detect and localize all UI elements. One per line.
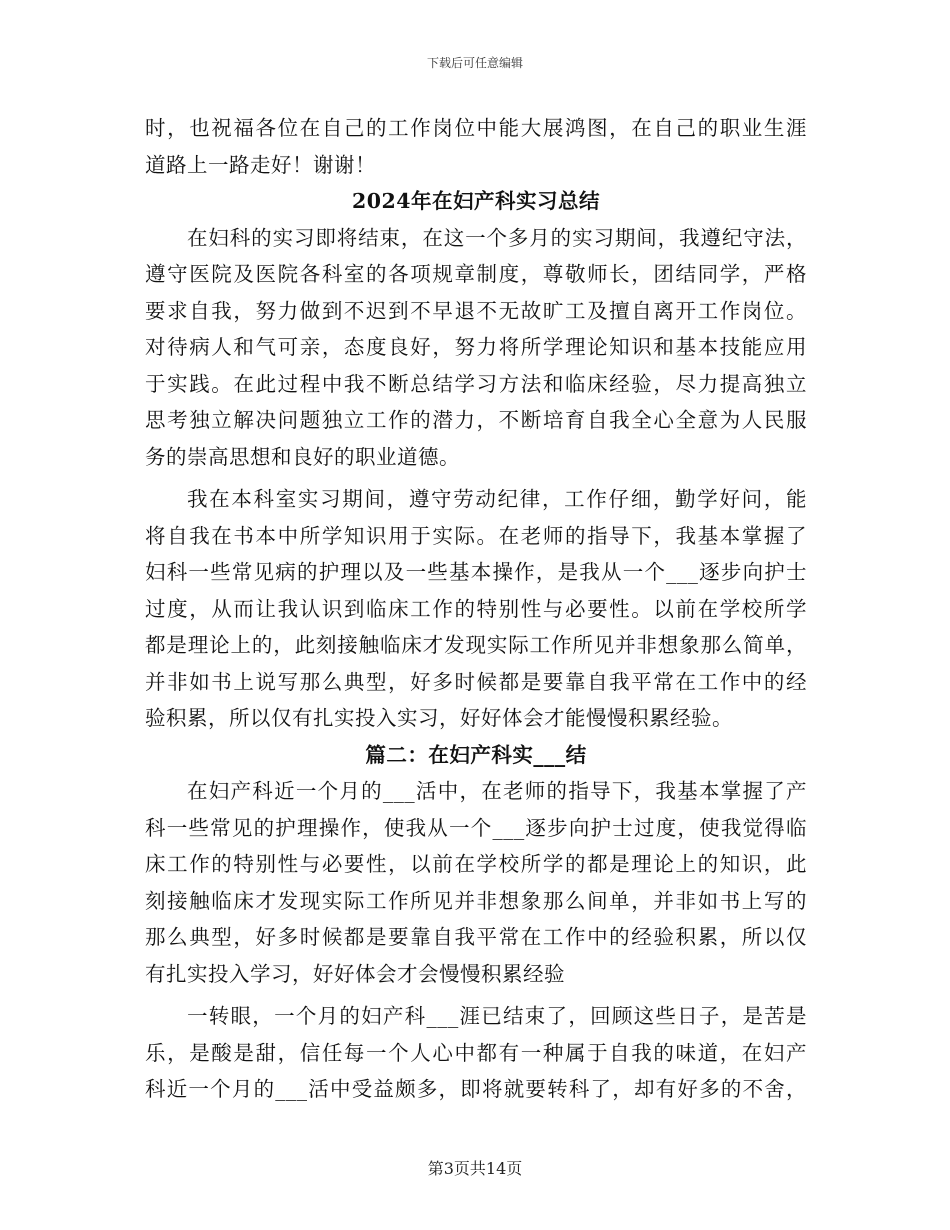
text-line: 科近一个月的___活中受益颇多，即将就要转科了，却有好多的不舍，	[145, 1077, 807, 1101]
text-line: 并非如书上说写那么典型，好多时候都是要靠自我平常在工作中的经	[145, 669, 807, 694]
text-line: 时，也祝福各位在自己的工作岗位中能大展鸿图，在自己的职业生涯	[145, 116, 807, 140]
text-line: 科一些常见的护理操作，使我从一个___逐步向护士过度，使我觉得临	[145, 815, 807, 840]
paragraph-3	[145, 773, 807, 992]
text-line: 乐，是酸是甜，信任每一个人心中都有一种属于自我的味道，在妇产	[145, 1040, 807, 1065]
page-number: 第3页共14页	[427, 1159, 523, 1178]
document-body	[145, 110, 807, 1108]
text-line: 床工作的特别性与必要性，以前在学校所学的都是理论上的知识，此	[145, 852, 807, 876]
paragraph-1	[145, 220, 807, 476]
paragraph-4	[145, 998, 807, 1108]
text-line: 遵守医院及医院各科室的各项规章制度，尊敬师长，团结同学，严格	[145, 262, 807, 286]
section-title: 2024年在妇产科实习总结	[351, 189, 601, 213]
text-line: 道路上一路走好！谢谢！	[145, 152, 376, 177]
text-line: 验积累，所以仅有扎实投入实习，好好体会才能慢慢积累经验。	[145, 706, 733, 730]
text-line: 一转眼，一个月的妇产科___涯已结束了，回顾这些日子，是苦是	[187, 1004, 807, 1028]
paragraph-2	[145, 481, 807, 737]
text-line: 要求自我，努力做到不迟到不早退不无故旷工及擅自离开工作岗位。	[145, 298, 807, 323]
text-line: 思考独立解决问题独立工作的潜力，不断培育自我全心全意为人民服	[145, 408, 807, 432]
text-line: 那么典型，好多时候都是要靠自我平常在工作中的经验积累，所以仅	[145, 925, 807, 949]
text-line: 对待病人和气可亲，态度良好，努力将所学理论知识和基本技能应用	[145, 335, 807, 359]
text-line: 都是理论上的，此刻接触临床才发现实际工作所见并非想象那么简单，	[145, 633, 807, 657]
section-title: 篇二：在妇产科实___结	[365, 742, 587, 767]
text-line: 于实践。在此过程中我不断总结学习方法和临床经验，尽力提高独立	[145, 371, 807, 396]
text-line: 务的崇高思想和良好的职业道德。	[145, 444, 460, 469]
text-line: 过度，从而让我认识到临床工作的特别性与必要性。以前在学校所学	[145, 596, 807, 621]
text-line: 刻接触临床才发现实际工作所见并非想象那么间单，并非如书上写的	[145, 888, 807, 913]
text-line: 我在本科室实习期间，遵守劳动纪律，工作仔细，勤学好问，能	[187, 487, 807, 511]
text-line: 妇科一些常见病的护理以及一些基本操作，是我从一个___逐步向护士	[145, 560, 807, 584]
page-header: 下载后可任意编辑	[426, 56, 523, 70]
text-line: 在妇科的实习即将结束，在这一个多月的实习期间，我遵纪守法，	[187, 225, 807, 250]
paragraph-continuation	[145, 110, 807, 183]
text-line: 在妇产科近一个月的___活中，在老师的指导下，我基本掌握了产	[187, 779, 807, 803]
text-line: 有扎实投入学习，好好体会才会慢慢积累经验	[145, 961, 565, 986]
text-line: 将自我在书本中所学知识用于实际。在老师的指导下，我基本掌握了	[145, 523, 807, 548]
